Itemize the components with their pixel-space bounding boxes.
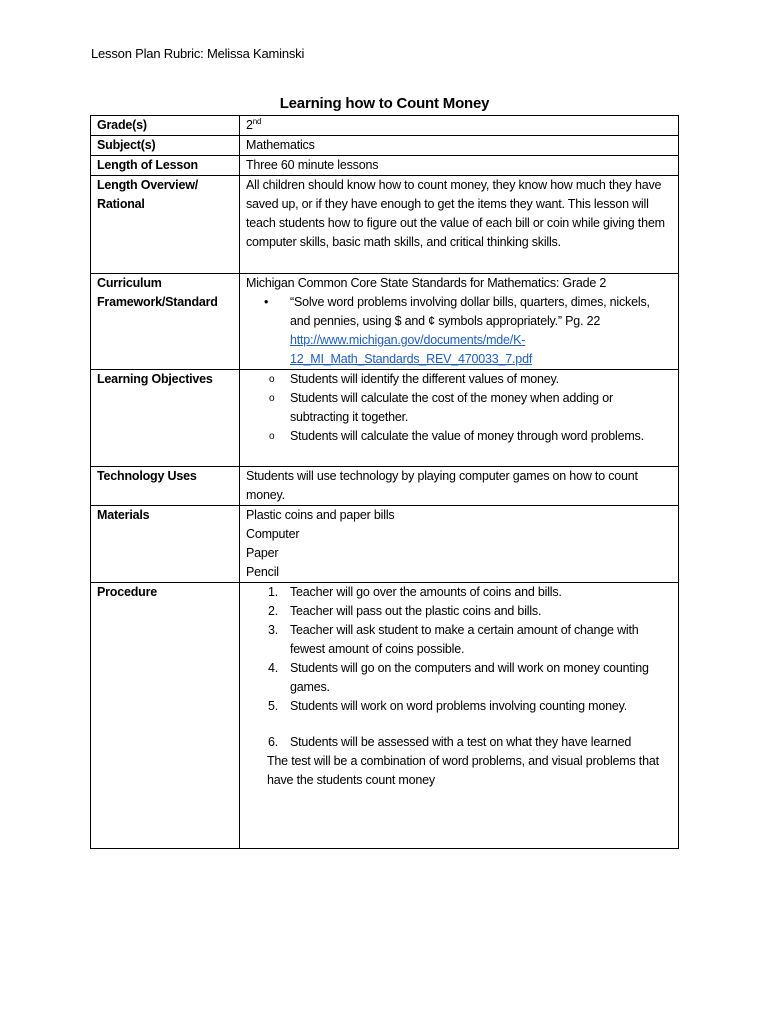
length-value: Three 60 minute lessons xyxy=(240,156,679,176)
table-row xyxy=(91,116,679,136)
curriculum-value xyxy=(240,274,679,370)
materials-label: Materials xyxy=(91,506,240,583)
list-item xyxy=(264,293,672,369)
circle-marker: o xyxy=(269,431,275,442)
document-title: Learning how to Count Money xyxy=(279,95,490,112)
procedure-steps xyxy=(246,583,672,752)
objective-text: Students will calculate the value of money through word problems. xyxy=(290,429,644,443)
circle-marker: o xyxy=(269,393,275,404)
step-number: 1. xyxy=(268,585,279,599)
curriculum-intro: Michigan Common Core State Standards for Mathematics: Grade 2 xyxy=(246,276,607,290)
technology-value: Students will use technology by playing computer games on how to count money. xyxy=(240,467,679,506)
material-item: Plastic coins and paper bills xyxy=(246,508,395,522)
objectives-list xyxy=(246,370,672,446)
lesson-plan-table xyxy=(90,115,679,849)
subject-label: Subject(s) xyxy=(91,136,240,156)
grade-number: 2 xyxy=(246,118,253,132)
step-number: 4. xyxy=(268,661,279,675)
curriculum-bullets xyxy=(246,293,672,369)
grade-value xyxy=(240,116,679,136)
material-item: Paper xyxy=(246,546,279,560)
table-row xyxy=(91,583,679,849)
procedure-label: Procedure xyxy=(91,583,240,849)
page-reference: Pg. 22 xyxy=(565,314,601,328)
list-item xyxy=(268,602,672,621)
table-row xyxy=(91,176,679,274)
technology-label: Technology Uses xyxy=(91,467,240,506)
document-header: Lesson Plan Rubric: Melissa Kaminski xyxy=(91,46,305,61)
circle-marker: o xyxy=(269,374,275,385)
standard-quote: “Solve word problems involving dollar bills, quarters, dimes, nickels, and pennies, using $ and ¢ symbols appropriately.” xyxy=(290,295,650,328)
table-row xyxy=(91,370,679,467)
step-number: 6. xyxy=(268,735,279,749)
objective-text: Students will identify the different values of money. xyxy=(290,372,559,386)
objectives-label: Learning Objectives xyxy=(91,370,240,467)
list-item xyxy=(268,733,672,752)
list-item xyxy=(269,370,672,389)
list-item xyxy=(268,659,672,697)
table-row xyxy=(91,136,679,156)
objectives-value xyxy=(240,370,679,467)
length-label: Length of Lesson xyxy=(91,156,240,176)
list-item xyxy=(268,583,672,602)
overview-label: Length Overview/ Rational xyxy=(91,176,240,274)
material-item: Computer xyxy=(246,527,300,541)
table-row xyxy=(91,156,679,176)
list-item xyxy=(268,697,672,716)
table-row xyxy=(91,467,679,506)
list-item xyxy=(269,427,672,446)
table-row xyxy=(91,274,679,370)
materials-value xyxy=(240,506,679,583)
step-number: 2. xyxy=(268,604,279,618)
step-text: Students will work on word problems involving counting money. xyxy=(290,699,628,713)
overview-value: All children should know how to count money, they know how much they have saved up, or if they have enough to get the items they want. This lesson will teach students how to figure out the value of each bill or coin while giving them computer skills, basic math skills, and critical thinking skills. xyxy=(240,176,679,274)
step-text: Students will be assessed with a test on what they have learned xyxy=(290,735,632,749)
curriculum-label: Curriculum Framework/Standard xyxy=(91,274,240,370)
procedure-value xyxy=(240,583,679,849)
standards-link[interactable]: http://www.michigan.gov/documents/mde/K-12_MI_Math_Standards_REV_470033_7.pdf xyxy=(290,333,533,366)
procedure-note: The test will be a combination of word problems, and visual problems that have the students count money xyxy=(267,754,659,787)
subject-value: Mathematics xyxy=(240,136,679,156)
step-text: Teacher will go over the amounts of coins and bills. xyxy=(290,585,562,599)
bullet-marker: • xyxy=(264,295,269,309)
step-text: Teacher will pass out the plastic coins and bills. xyxy=(290,604,542,618)
table-row xyxy=(91,506,679,583)
material-item: Pencil xyxy=(246,565,279,579)
step-text: Students will go on the computers and will work on money counting games. xyxy=(290,661,649,694)
grade-label: Grade(s) xyxy=(91,116,240,136)
step-number: 5. xyxy=(268,699,279,713)
list-item xyxy=(268,621,672,659)
step-text: Teacher will ask student to make a certain amount of change with fewest amount of coins possible. xyxy=(290,623,639,656)
list-spacer xyxy=(290,716,672,733)
grade-suffix: nd xyxy=(252,116,262,126)
list-item xyxy=(269,389,672,427)
objective-text: Students will calculate the cost of the money when adding or subtracting it together. xyxy=(290,391,613,424)
step-number: 3. xyxy=(268,623,279,637)
